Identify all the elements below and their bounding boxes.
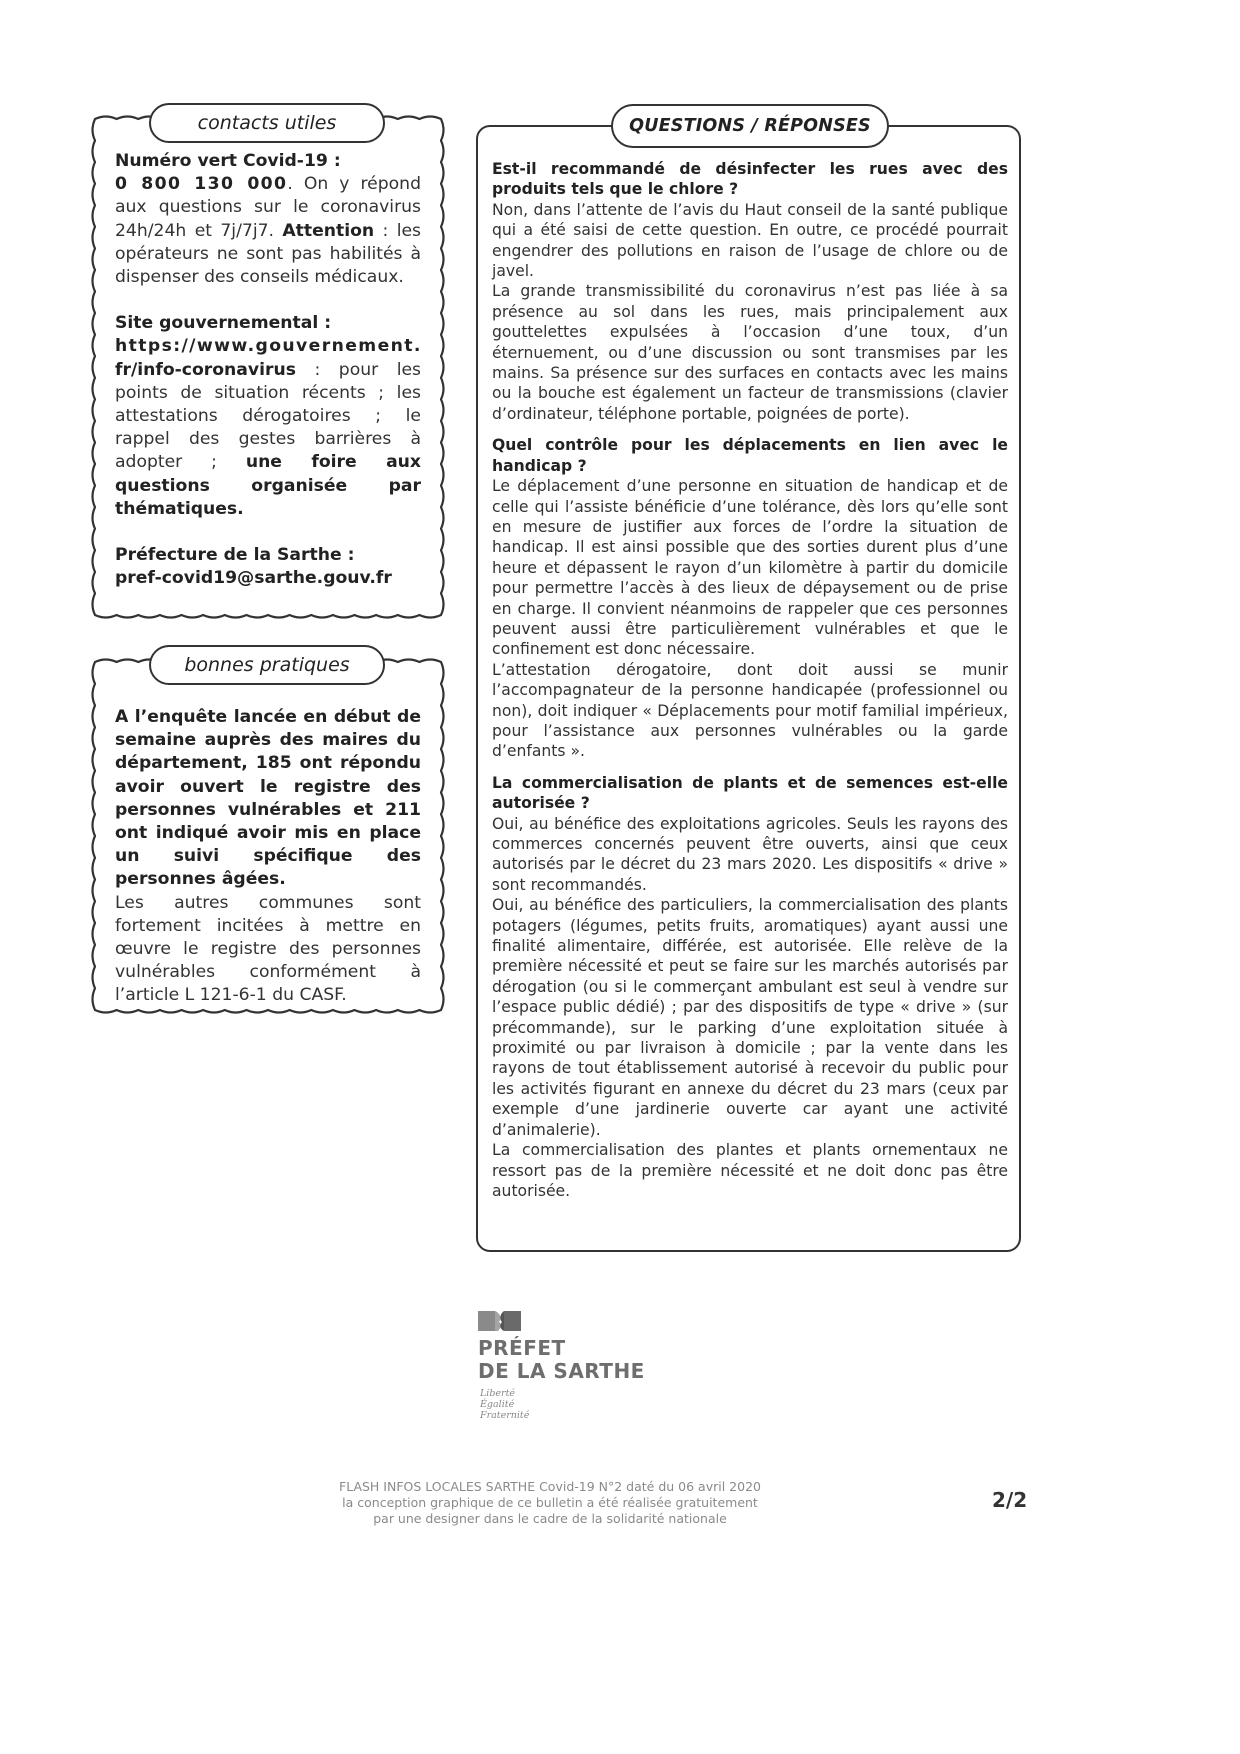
motto-liberte: Liberté <box>480 1388 516 1399</box>
answer-1-p2: La grande transmissibilité du coronavirus n’est pas liée à sa présence au sol dans les rues, mais principalement aux gouttelettes expulsées à l’occasion d’une toux, d’un éternuement, ou d’une discussion ou sont transmises par les mains. Sa présence sur des surfaces en contacts avec les mains ou la bouche est également un facteur de transmissions (clavier d’ordinateur, téléphone portable, poignées de porte). <box>492 282 1008 423</box>
answer-2-p1: Le déplacement d’une personne en situation de handicap et de celle qui l’assiste bénéficie d’une tolérance, dès lors qu’elle sont en mesure de justifier aux forces de l’ordre la situation de handicap. Il est ainsi possible que des sorties durent plus d’une heure et dépassent le rayon d’un kilomètre à partir du domicile pour permettre l’accès à des lieux de dépaysement ou de prise en charge. Il convient néanmoins de rappeler que ces personnes peuvent aussi être particulièrement vulnérables et que le confinement est donc nécessaire. <box>492 477 1008 659</box>
answer-3-p1: Oui, au bénéfice des exploitations agricoles. Seuls les rayons des commerces concernés peuvent être ouverts, ainsi que ceux autorisés par le décret du 23 mars 2020. Les dispositifs « drive » sont recommandés. <box>492 814 1008 894</box>
question-1: Est-il recommandé de désinfecter les rues avec des produits tels que le chlore ? <box>492 160 1008 199</box>
logo-line-1: PRÉFET <box>478 1336 566 1360</box>
site-faq: une foire aux questions organisée par thématiques. <box>115 452 422 519</box>
site-url-1[interactable]: https://www.gouvernement. <box>115 336 422 357</box>
site-text: : pour les points de situation récents ; les attestations dérogatoires ; le rappel des gestes barrières à adopter ; <box>115 359 421 473</box>
numero-vert-label: Numéro vert Covid-19 : <box>115 151 341 171</box>
answer-3-p3: La commercialisation des plantes et plants ornementaux ne ressort pas de la première nécessité et ne doit donc pas être autorisée. <box>492 1141 1008 1200</box>
answer-1-p1: Non, dans l’attente de l’avis du Haut conseil de la santé publique qui a été saisi de cette question. En outre, ce procédé pourrait engendrer des pollutions en raison de l’usage de chlore ou de javel. <box>492 200 1008 281</box>
questions-reponses-body <box>492 159 1008 1201</box>
contacts-body <box>115 150 421 590</box>
page-number: 2/2 <box>992 1488 1028 1512</box>
attention-text: : les opérateurs ne sont pas habilités à dispenser des conseils médicaux. <box>115 220 421 288</box>
prefecture-label: Préfecture de la Sarthe : <box>115 545 355 566</box>
footer-line-2: la conception graphique de ce bulletin a été réalisée gratuitement <box>342 1495 758 1510</box>
footer-line-1: FLASH INFOS LOCALES SARTHE Covid-19 N°2 daté du 06 avril 2020 <box>339 1479 761 1494</box>
answer-2-p2: L’attestation dérogatoire, dont doit aussi se munir l’accompagnateur de la personne handicapée (professionnel ou non), doit indiquer « Déplacements pour motif familial impérieux, pour l’assistance aux personnes vulnérables ou la garde d’enfants ». <box>492 660 1008 761</box>
question-3: La commercialisation de plants et de semences est-elle autorisée ? <box>492 773 1008 813</box>
motto-fraternite: Fraternité <box>480 1410 530 1421</box>
bonnes-pratiques-bold-text: A l’enquête lancée en début de semaine auprès des maires du département, 185 ont répondu avoir ouvert le registre des personnes vulnérables et 211 ont indiqué avoir mis en place un suivi spécifique des personnes âgées. <box>115 707 421 890</box>
answer-3-p2: Oui, au bénéfice des particuliers, la commercialisation des plants potagers (légumes, petits fruits, aromatiques) ayant aussi une finalité alimentaire, différée, est autorisée. Elle relève de la première nécessité et peut se faire sur les marchés autorisés par dérogation (ou si le commerçant ambulant est seul à vendre sur l’espace public dédié) ; par des dispositifs de type « drive » (sur précommande), sur le parking d’une exploitation située à proximité ou par livraison à domicile ; par la vente dans les rayons de tout établissement autorisé à recevoir du public pour les activités figurant en annexe du décret du 23 mars (ceux par exemple d’une jardinerie ouverte car ayant une activité d’animalerie). <box>492 896 1008 1139</box>
footer-line-3: par une designer dans le cadre de la solidarité nationale <box>373 1511 727 1526</box>
logo-line-2: DE LA SARTHE <box>478 1359 645 1383</box>
numero-vert-text: . On y répond aux questions sur le coronavirus 24h/24h et 7j/7j7. <box>115 174 421 241</box>
prefecture-email[interactable]: pref-covid19@sarthe.gouv.fr <box>115 568 392 589</box>
motto-egalite: Égalité <box>480 1399 515 1410</box>
bonnes-pratiques-body <box>115 706 421 1008</box>
contacts-title: contacts utiles <box>149 103 385 143</box>
bonnes-pratiques-title: bonnes pratiques <box>149 645 385 685</box>
bonnes-pratiques-text: Les autres communes sont fortement incitées à mettre en œuvre le registre des personnes vulnérables conformément à l’article L 121-6-1 du CASF. <box>115 892 421 1006</box>
marianne-icon <box>478 1309 522 1333</box>
questions-reponses-title: QUESTIONS / RÉPONSES <box>611 104 889 148</box>
site-url-2[interactable]: fr/info-coronavirus <box>115 359 296 380</box>
footer <box>300 1479 800 1527</box>
question-2: Quel contrôle pour les déplacements en lien avec le handicap ? <box>492 436 1008 475</box>
site-label: Site gouvernemental : <box>115 313 332 334</box>
numero-vert-number: 0 800 130 000 <box>115 174 288 195</box>
attention-label: Attention <box>282 220 375 241</box>
